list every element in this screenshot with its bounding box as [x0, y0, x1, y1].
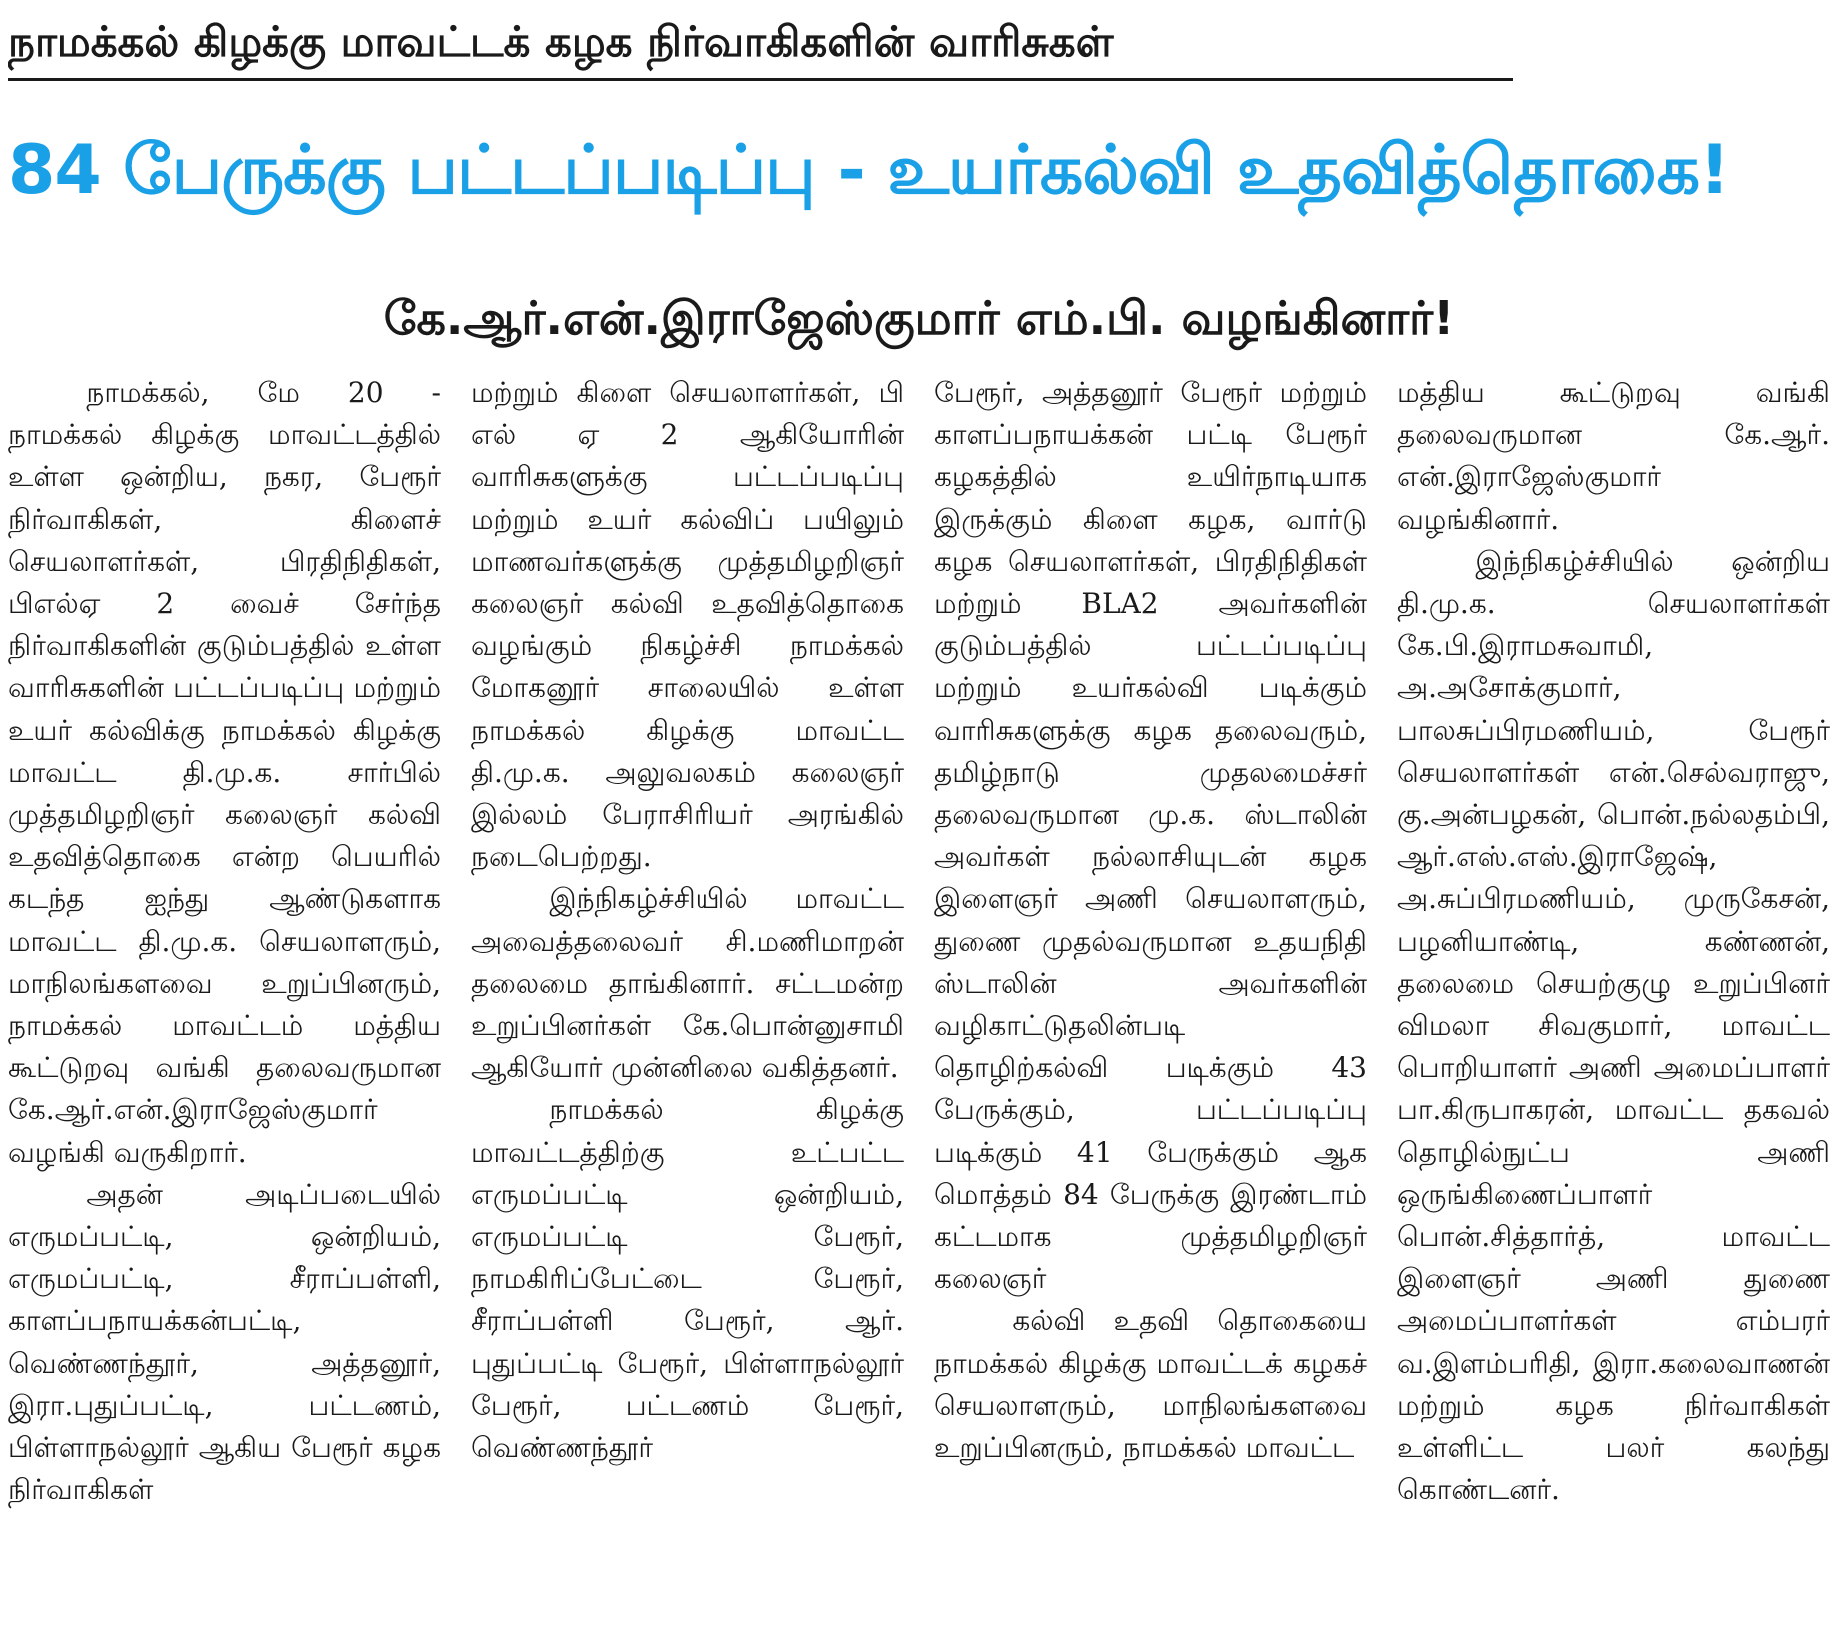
paragraph: நாமக்கல், மே 20 - நாமக்கல் கிழக்கு மாவட்டத்தில் உள்ள ஒன்றிய, நகர, பேரூர் நிர்வாகிகள், கிளைச் செயலாளர்கள், பிரதிநிதிகள், பிஎல்ஏ 2 வைச் சேர்ந்த நிர்வாகிகளின் குடும்பத்தில் உள்ள வாரிசுகளின் பட்டப்படிப்பு மற்றும் உயர் கல்விக்கு நாமக்கல் கிழக்கு மாவட்ட தி.மு.க. சார்பில் முத்தமிழறிஞர் கலைஞர் கல்வி உதவித்தொகை என்ற பெயரில் கடந்த ஐந்து ஆண்டுகளாக மாவட்ட தி.மு.க. செயலாளரும், மாநிலங்களவை உறுப்பினரும், நாமக்கல் மாவட்டம் மத்திய கூட்டுறவு வங்கி தலைவருமான கே.ஆர்.என்.இராஜேஸ்குமார் வழங்கி வருகிறார். [8, 376, 441, 1169]
sub-headline: கே.ஆர்.என்.இராஜேஸ்குமார் எம்.பி. வழங்கினார்! [383, 291, 1455, 345]
paragraph: நாமக்கல் கிழக்கு மாவட்டத்திற்கு உட்பட்ட எருமப்பட்டி ஒன்றியம், எருமப்பட்டி பேரூர், நாமகிரிப்பேட்டை பேரூர், சீராப்பள்ளி பேரூர், ஆர். புதுப்பட்டி பேரூர், பிள்ளாநல்லூர் பேரூர், பட்டணம் பேரூர், வெண்ணந்தூர் [471, 1093, 904, 1465]
paragraph: இந்நிகழ்ச்சியில் ஒன்றிய தி.மு.க. செயலாளர்கள் கே.பி.இராமசுவாமி, அ.அசோக்குமார், பாலசுப்பிரமணியம், பேரூர் செயலாளர்கள் என்.செல்வராஜு, கு.அன்பழகன், பொன்.நல்லதம்பி, ஆர்.எஸ்.எஸ்.இராஜேஷ், அ.சுப்பிரமணியம், முருகேசன், பழனியாண்டி, கண்ணன், தலைமை செயற்குழு உறுப்பினர் விமலா சிவகுமார், மாவட்ட பொறியாளர் அணி அமைப்பாளர் பா.கிருபாகரன், மாவட்ட தகவல் தொழில்நுட்ப அணி ஒருங்கிணைப்பாளர் பொன்.சித்தார்த், மாவட்ட இளைஞர் அணி துணை அமைப்பாளர்கள் எம்பரர் வ.இளம்பரிதி, இரா.கலைவாணன் மற்றும் கழக நிர்வாகிகள் உள்ளிட்ட பலர் கலந்து கொண்டனர். [1397, 544, 1830, 1507]
paragraph: கல்வி உதவி தொகையை நாமக்கல் கிழக்கு மாவட்டக் கழகச் செயலாளரும், மாநிலங்களவை உறுப்பினரும், நாமக்கல் மாவட்ட [934, 1304, 1367, 1465]
column-1 [8, 372, 441, 1634]
paragraph: மத்திய கூட்டுறவு வங்கி தலைவருமான கே.ஆர். என்.இராஜேஸ்குமார் வழங்கினார். [1397, 376, 1830, 536]
paragraph: இந்நிகழ்ச்சியில் மாவட்ட அவைத்தலைவர் சி.மணிமாறன் தலைமை தாங்கினார். சட்டமன்ற உறுப்பினர்கள் கே.பொன்னுசாமி ஆகியோர் முன்னிலை வகித்தனர். [471, 882, 904, 1085]
column-3 [934, 372, 1367, 1634]
column-2 [471, 372, 904, 1634]
article-body [8, 372, 1830, 1634]
kicker-headline: நாமக்கல் கிழக்கு மாவட்டக் கழக நிர்வாகிகளின் வாரிசுகள் [8, 6, 1513, 81]
paragraph: அதன் அடிப்படையில் எருமப்பட்டி, ஒன்றியம், எருமப்பட்டி, சீராப்பள்ளி, காளப்பநாயக்கன்பட்டி, வெண்ணந்தூர், அத்தனூர், இரா.புதுப்பட்டி, பட்டணம், பிள்ளாநல்லூர் ஆகிய பேரூர் கழக நிர்வாகிகள் [8, 1177, 441, 1507]
paragraph: பேரூர், அத்தனூர் பேரூர் மற்றும் காளப்பநாயக்கன் பட்டி பேரூர் கழகத்தில் உயிர்நாடியாக இருக்கும் கிளை கழக, வார்டு கழக செயலாளர்கள், பிரதிநிதிகள் மற்றும் BLA2 அவர்களின் குடும்பத்தில் பட்டப்படிப்பு மற்றும் உயர்கல்வி படிக்கும் வாரிசுகளுக்கு கழக தலைவரும், தமிழ்நாடு முதலமைச்சர் தலைவருமான மு.க. ஸ்டாலின் அவர்கள் நல்லாசியுடன் கழக இளைஞர் அணி செயலாளரும், துணை முதல்வருமான உதயநிதி ஸ்டாலின் அவர்களின் வழிகாட்டுதலின்படி தொழிற்கல்வி படிக்கும் 43 பேருக்கும், பட்டப்படிப்பு படிக்கும் 41 பேருக்கும் ஆக மொத்தம் 84 பேருக்கு இரண்டாம் கட்டமாக முத்தமிழறிஞர் கலைஞர் [934, 376, 1367, 1296]
main-headline: 84 பேருக்கு பட்டப்படிப்பு - உயர்கல்வி உதவித்தொகை! [8, 131, 1730, 210]
paragraph: மற்றும் கிளை செயலாளர்கள், பி எல் ஏ 2 ஆகியோரின் வாரிசுகளுக்கு பட்டப்படிப்பு மற்றும் உயர் கல்விப் பயிலும் மாணவர்களுக்கு முத்தமிழறிஞர் கலைஞர் கல்வி உதவித்தொகை வழங்கும் நிகழ்ச்சி நாமக்கல் மோகனூர் சாலையில் உள்ள நாமக்கல் கிழக்கு மாவட்ட தி.மு.க. அலுவலகம் கலைஞர் இல்லம் பேராசிரியர் அரங்கில் நடைபெற்றது. [471, 376, 904, 874]
column-4 [1397, 372, 1830, 1634]
